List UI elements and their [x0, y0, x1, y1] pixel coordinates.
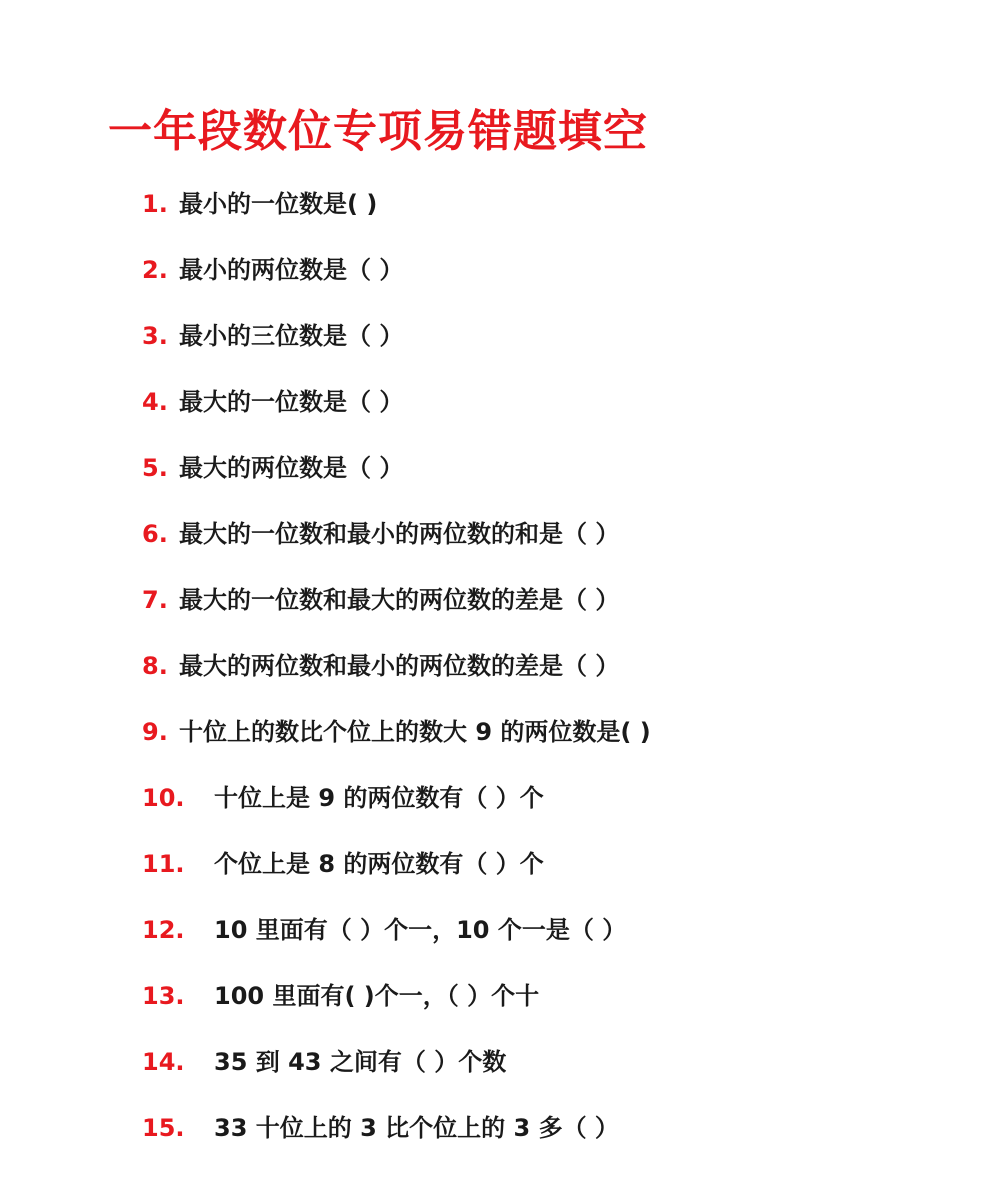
question-number: 6.	[142, 520, 168, 548]
question-text: 35 到 43 之间有（ ）个数	[214, 1048, 507, 1076]
question-number: 4.	[142, 388, 168, 416]
question-text: 十位上的数比个位上的数大 9 的两位数是( )	[179, 718, 651, 746]
question-number: 2.	[142, 256, 168, 284]
question-text: 100 里面有( )个一，（ ）个十	[214, 982, 540, 1010]
question-text: 最小的两位数是（ ）	[179, 256, 404, 284]
question-number: 12.	[142, 916, 185, 944]
question-text: 个位上是 8 的两位数有（ ）个	[214, 850, 544, 878]
question-number: 10.	[142, 784, 185, 812]
question-text: 十位上是 9 的两位数有（ ）个	[214, 784, 544, 812]
question-number: 11.	[142, 850, 185, 878]
question-text: 最大的两位数和最小的两位数的差是（ ）	[179, 652, 620, 680]
question-text: 最大的两位数是（ ）	[179, 454, 404, 482]
question-text: 最小的三位数是（ ）	[179, 322, 404, 350]
question-text: 最大的一位数和最小的两位数的和是（ ）	[179, 520, 620, 548]
question-text: 10 里面有（ ）个一，10 个一是（ ）	[214, 916, 627, 944]
question-number: 15.	[142, 1114, 185, 1142]
question-number: 8.	[142, 652, 168, 680]
question-number: 5.	[142, 454, 168, 482]
question-number: 3.	[142, 322, 168, 350]
worksheet-title: 一年段数位专项易错题填空	[108, 106, 648, 157]
question-number: 1.	[142, 190, 168, 218]
question-text: 最小的一位数是( )	[179, 190, 378, 218]
question-number: 7.	[142, 586, 168, 614]
question-number: 9.	[142, 718, 168, 746]
question-text: 最大的一位数和最大的两位数的差是（ ）	[179, 586, 620, 614]
question-text: 最大的一位数是（ ）	[179, 388, 404, 416]
question-number: 14.	[142, 1048, 185, 1076]
question-text: 33 十位上的 3 比个位上的 3 多（ ）	[214, 1114, 619, 1142]
question-number: 13.	[142, 982, 185, 1010]
